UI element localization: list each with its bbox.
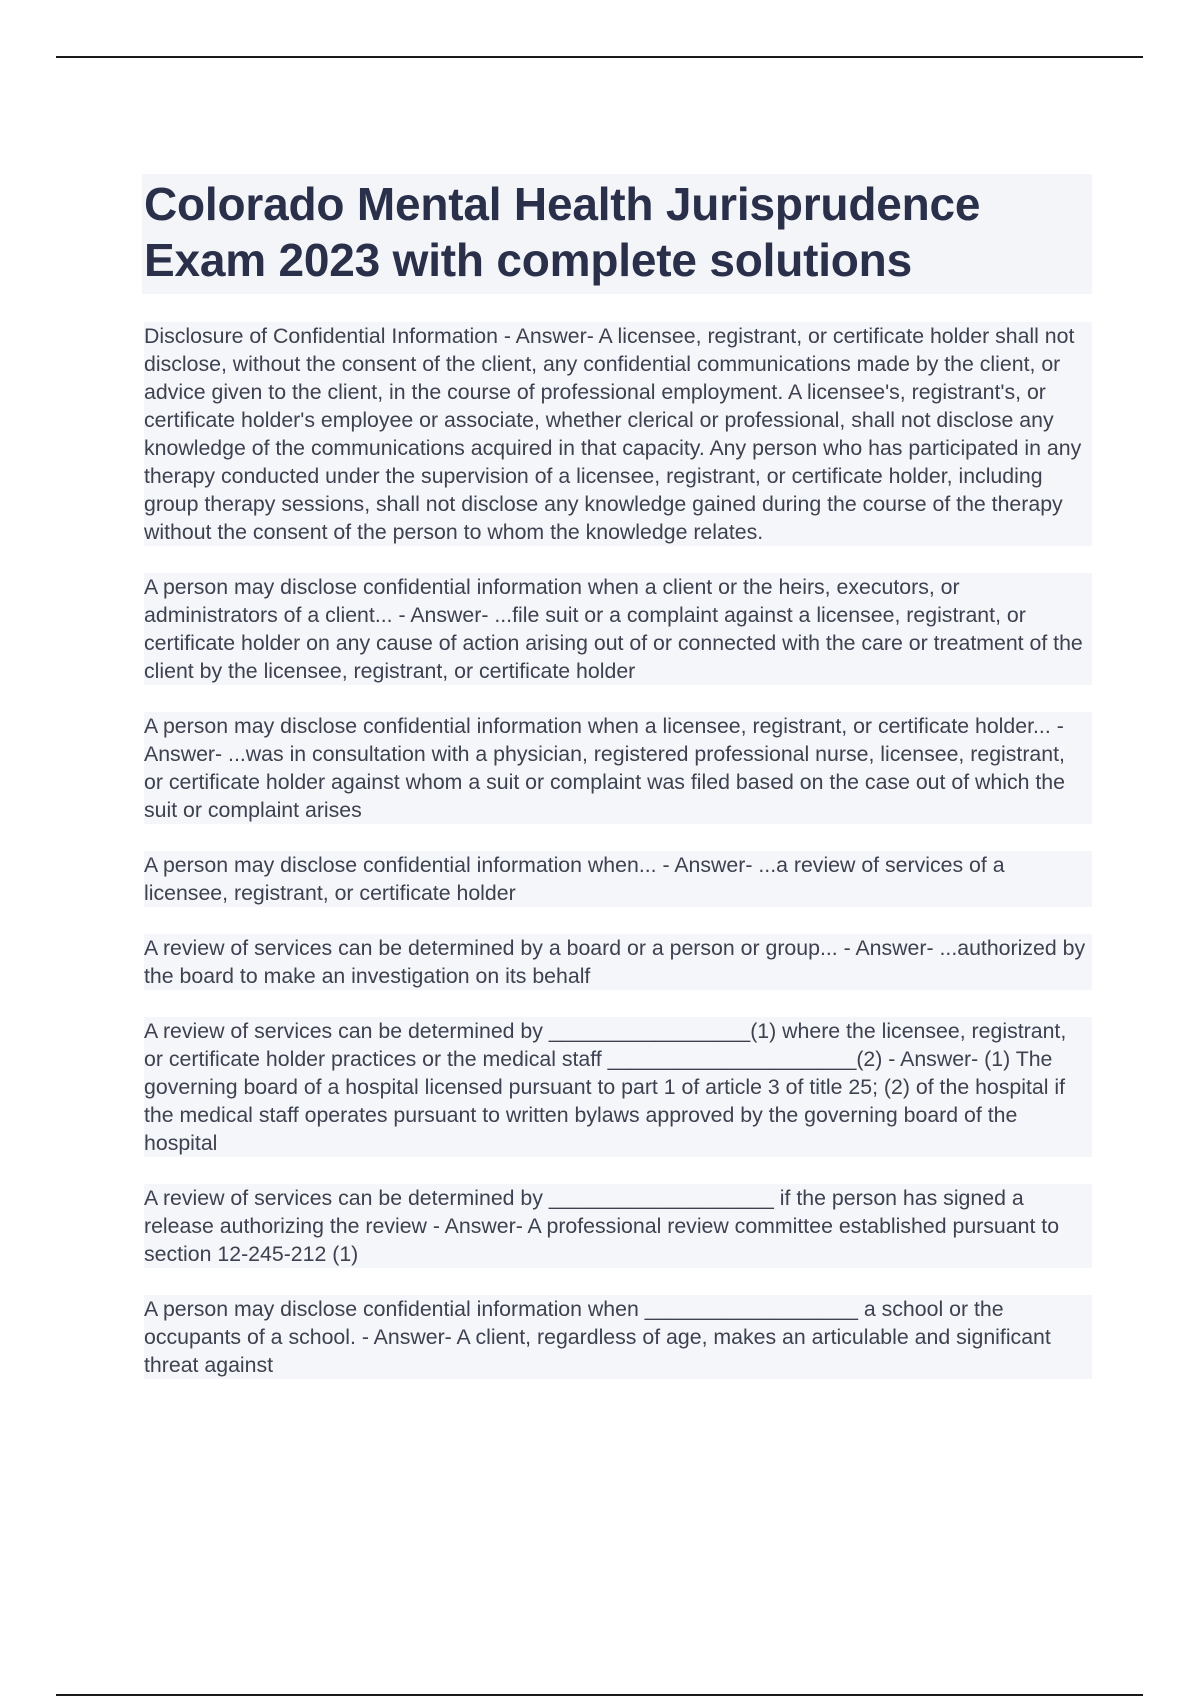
qa-entry: A review of services can be determined by _________________(1) where the licensee, registrant, or certificate holder practices or the medical staff _____________________(2) - Answer- (1) The governing board of a hospital licensed pursuant to part 1 of article 3 of title 25; (2) of the hospital if the medical staff operates pursuant to written bylaws approved by the governing board of the hospital [144,1017,1092,1157]
qa-entry: A person may disclose confidential information when... - Answer- ...a review of services of a licensee, registrant, or certificate holder [144,851,1092,907]
qa-entry: A review of services can be determined by a board or a person or group... - Answer- ...authorized by the board to make an investigation on its behalf [144,934,1092,990]
footer-rule [56,1694,1143,1696]
header-rule [56,56,1143,58]
qa-entry: Disclosure of Confidential Information - Answer- A licensee, registrant, or certificate holder shall not disclose, without the consent of the client, any confidential communications made by the client, or advice given to the client, in the course of professional employment. A licensee's, registrant's, or certificate holder's employee or associate, whether clerical or professional, shall not disclose any knowledge of the communications acquired in that capacity. Any person who has participated in any therapy conducted under the supervision of a licensee, registrant, or certificate holder, including group therapy sessions, shall not disclose any knowledge gained during the course of the therapy without the consent of the person to whom the knowledge relates. [144,322,1092,546]
document-title [144,176,1092,288]
title-line-1: Colorado Mental Health Jurisprudence [144,178,981,230]
document-body [144,174,1092,1406]
qa-entry: A person may disclose confidential information when a client or the heirs, executors, or administrators of a client... - Answer- ...file suit or a complaint against a licensee, registrant, or certificate holder on any cause of action arising out of or connected with the care or treatment of the client by the licensee, registrant, or certificate holder [144,573,1092,685]
qa-entry: A person may disclose confidential information when __________________ a school or the occupants of a school. - Answer- A client, regardless of age, makes an articulable and significant threat against [144,1295,1092,1379]
qa-list [144,322,1092,1379]
qa-entry: A person may disclose confidential information when a licensee, registrant, or certificate holder... - Answer- ...was in consultation with a physician, registered professional nurse, licensee, registrant, or certificate holder against whom a suit or complaint was filed based on the case out of which the suit or complaint arises [144,712,1092,824]
qa-entry: A review of services can be determined by ___________________ if the person has signed a release authorizing the review - Answer- A professional review committee established pursuant to section 12-245-212 (1) [144,1184,1092,1268]
title-line-2: Exam 2023 with complete solutions [144,234,912,286]
title-block [142,174,1092,294]
